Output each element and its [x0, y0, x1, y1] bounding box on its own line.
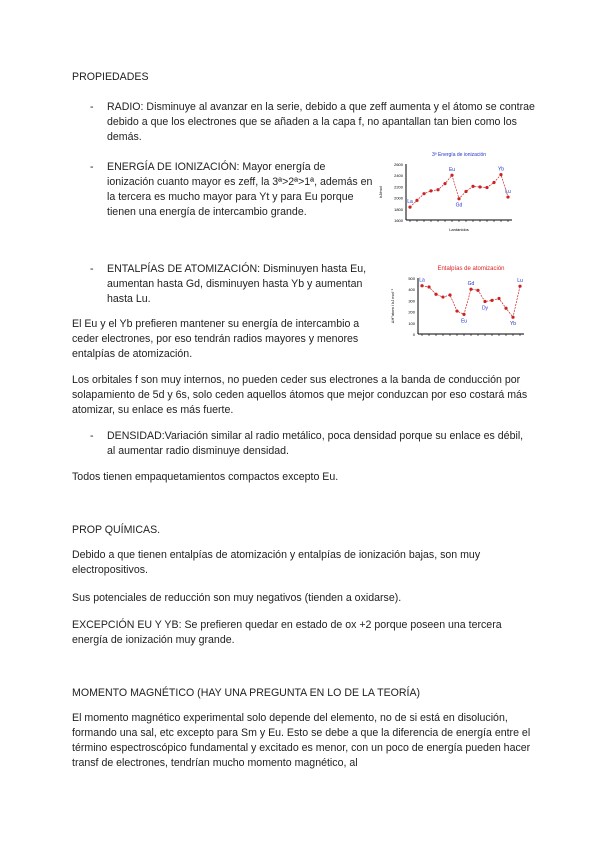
point-label: Dy: [481, 305, 489, 312]
point-label: Gd: [467, 281, 475, 288]
data-point-ce: [427, 285, 430, 288]
radio-paragraph: RADIO: Disminuye al avanzar en la serie, debido a que zeff aumenta y el átomo se contrae debido a que los electrones que se añaden a la capa f, no apantallan tan bien como los demás.: [107, 101, 535, 143]
data-point-nd: [441, 295, 444, 298]
data-point-ce: [415, 199, 418, 202]
data-point-dy: [471, 185, 474, 188]
electropositivos-paragraph: Debido a que tienen entalpías de atomización y entalpías de ionización bajas, son muy electropositivos.: [72, 549, 481, 576]
data-point-pr: [434, 293, 437, 296]
data-point-ho: [478, 185, 481, 188]
data-point-yb: [499, 173, 502, 176]
y-tick-label: 1800: [394, 206, 403, 212]
point-label: Lu: [505, 189, 511, 196]
potenciales-paragraph: Sus potenciales de reducción son muy negativos (tienden a oxidarse).: [72, 592, 402, 604]
data-point-ho: [490, 299, 493, 302]
heading-prop-quimicas: PROP QUÍMICAS.: [72, 524, 161, 536]
data-point-sm: [455, 309, 458, 312]
data-point-la: [420, 284, 423, 287]
momento-paragraph: El momento magnético experimental solo depende del elemento, no de si está en disolución, formando una sal, etc excepto para Sm y Eu. Esto se debe a que la diferencia de energía entre el término espectroscópico fundamental y excitado es menor, con un poco de energía pueden hacer transf de electrones, tendrían mucho momento magnético, al: [72, 712, 531, 769]
chart-title: Entalpías de atomización: [437, 266, 505, 272]
y-tick-label: 500: [408, 276, 415, 281]
data-point-tm: [504, 307, 507, 310]
data-point-yb: [511, 316, 514, 319]
data-point-gd: [469, 288, 472, 291]
data-point-pm: [436, 188, 439, 191]
densidad-paragraph: DENSIDAD:Variación similar al radio metálico, poca densidad porque su enlace es débil, al aumentar radio disminuye densidad.: [107, 430, 524, 457]
point-label: Eu: [448, 167, 456, 174]
y-tick-label: 2400: [394, 173, 403, 179]
point-label: Eu: [460, 318, 468, 325]
y-tick-label: 1600: [394, 218, 403, 223]
data-point-pr: [422, 192, 425, 195]
data-point-gd: [457, 197, 460, 200]
bullet: -: [90, 101, 94, 113]
data-point-er: [485, 186, 488, 189]
data-point-tb: [464, 190, 467, 193]
point-label: Yb: [509, 321, 517, 328]
y-axis-label: ΔH°atom / kJ mol⁻¹: [390, 288, 395, 324]
ionizacion-paragraph: ENERGÍA DE IONIZACIÓN: Mayor energía de ionización cuanto mayor es zeff, la 3ª>2ª>1ª, además en la tercera es mucho mayor para Yt y para Eu porque tienen una energía de intercambio grande.: [107, 161, 373, 218]
data-point-pm: [448, 293, 451, 296]
data-point-lu: [518, 285, 521, 288]
point-label: Lu: [517, 278, 523, 285]
y-tick-label: 0: [412, 332, 415, 337]
data-point-lu: [506, 195, 509, 198]
data-point-tm: [492, 181, 495, 184]
bullet: -: [90, 430, 94, 442]
data-point-eu: [450, 174, 453, 177]
chart-title: 3ª Energía de ionización: [431, 152, 487, 158]
data-point-dy: [483, 300, 486, 303]
ionization-energy-chart: [372, 148, 522, 233]
y-axis-label: kJ/mol: [378, 186, 383, 198]
orbitales-paragraph: Los orbitales f son muy internos, no pueden ceder sus electrones a la banda de conducción por solapamiento de 5d y 6s, solo ceden aquellos átomos que mejor conduzcan por eso costará más atomizar, su enlace es más fuerte.: [72, 374, 528, 416]
eu-yb-paragraph: El Eu y el Yb prefieren mantener su energía de intercambio a ceder electrones, por eso tendrán radios mayores y menores entalpías de atomización.: [72, 318, 360, 360]
point-label: Yb: [497, 166, 505, 173]
heading-momento: MOMENTO MAGNÉTICO (HAY UNA PREGUNTA EN LO DE LA TEORÍA): [72, 687, 421, 699]
x-axis-label: Lantánidos: [449, 227, 469, 232]
heading-propiedades: PROPIEDADES: [72, 71, 149, 83]
data-point-la: [408, 206, 411, 209]
bullet: -: [90, 161, 94, 173]
y-tick-label: 100: [408, 320, 415, 326]
y-tick-label: 2600: [394, 162, 403, 167]
data-point-nd: [429, 189, 432, 192]
point-label: La: [407, 199, 413, 206]
data-point-er: [497, 297, 500, 300]
point-label: Gd: [455, 202, 463, 209]
data-point-tb: [476, 289, 479, 292]
point-label: La: [419, 277, 425, 284]
y-tick-label: 2000: [394, 195, 403, 201]
y-tick-label: 200: [408, 309, 415, 315]
data-point-eu: [462, 313, 465, 316]
empaquetamientos-paragraph: Todos tienen empaquetamientos compactos excepto Eu.: [72, 471, 339, 483]
y-tick-label: 400: [408, 287, 415, 293]
excepcion-paragraph: EXCEPCIÓN EU Y YB: Se prefieren quedar en estado de ox +2 porque poseen una tercera energía de ionización muy grande.: [72, 619, 502, 646]
atomization-enthalpy-chart: [384, 262, 534, 348]
y-tick-label: 2200: [394, 184, 403, 190]
y-tick-label: 300: [408, 298, 415, 304]
atomizacion-paragraph: ENTALPÍAS DE ATOMIZACIÓN: Disminuyen hasta Eu, aumentan hasta Gd, disminuyen hasta Yb y aumentan hasta Lu.: [107, 263, 367, 305]
data-point-sm: [443, 182, 446, 185]
bullet: -: [90, 263, 94, 275]
